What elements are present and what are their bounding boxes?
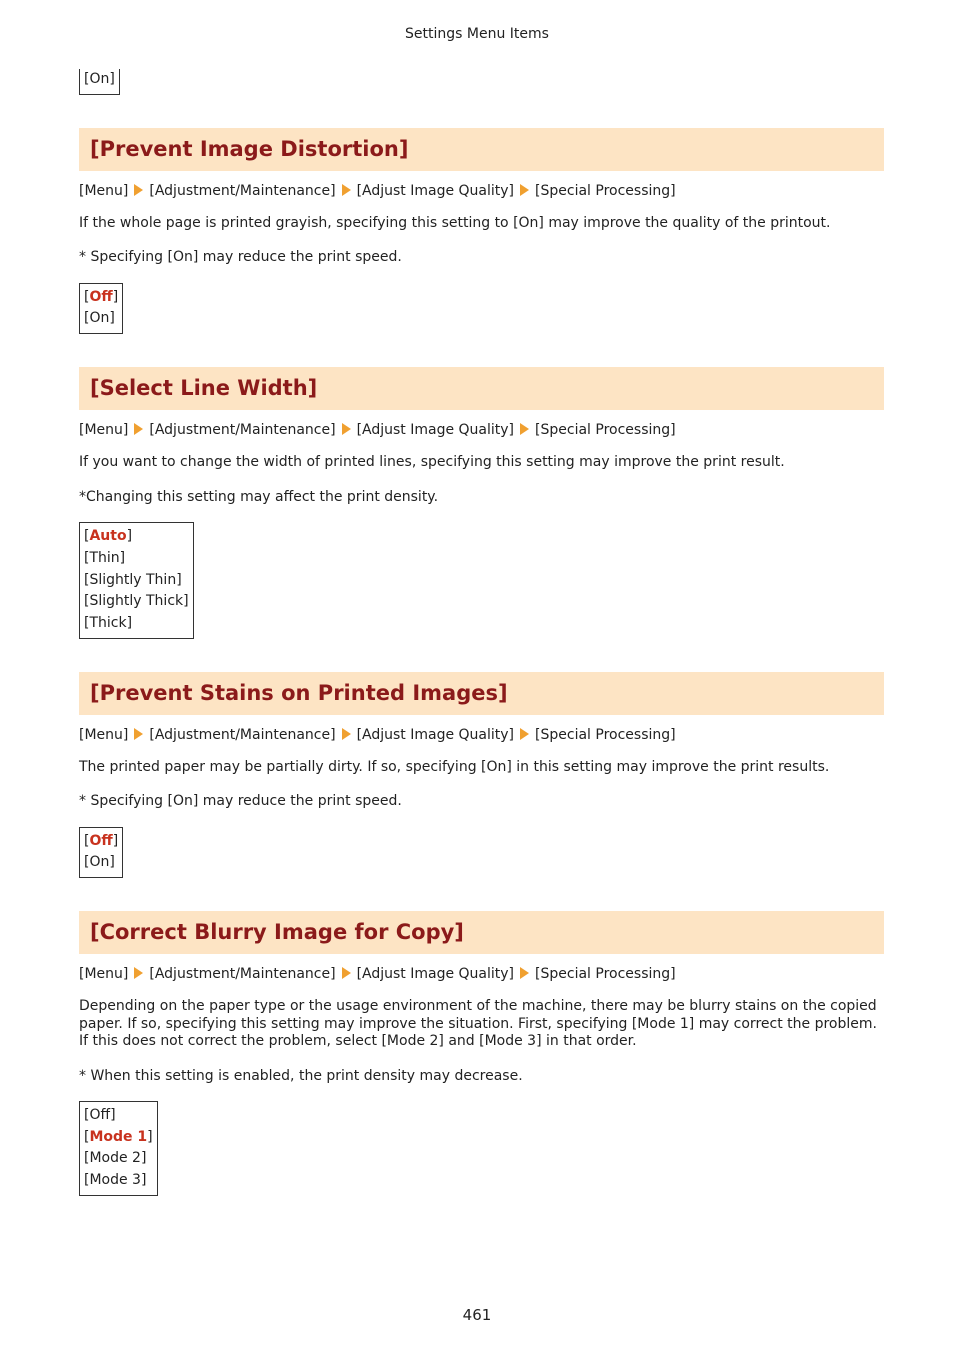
triangle-right-icon	[342, 184, 351, 196]
option-bracket-close: ]	[112, 832, 119, 849]
section-description: Depending on the paper type or the usage environment of the machine, there may be blurry stains on the copied paper. If so, specifying this setting may improve the situation. First, specifying [Mode 1] may correct the problem. If this does not correct the problem, select [Mode 2] and [Mode 3] in that order.	[79, 998, 877, 1050]
option-item-default	[84, 287, 118, 309]
triangle-right-icon	[134, 967, 143, 979]
option-item	[84, 548, 189, 570]
breadcrumb-item: [Adjust Image Quality]	[356, 422, 515, 439]
section-description: If the whole page is printed grayish, specifying this setting to [On] may improve the quality of the printout.	[79, 214, 831, 231]
section-0	[79, 128, 884, 334]
breadcrumb-item: [Adjustment/Maintenance]	[149, 966, 336, 983]
option-item: [On]	[84, 71, 115, 87]
option-bracket-open: [	[84, 832, 90, 849]
breadcrumb-item: [Adjustment/Maintenance]	[149, 182, 336, 199]
triangle-right-icon	[520, 728, 529, 740]
section-note: * Specifying [On] may reduce the print speed.	[79, 249, 402, 266]
section-title: [Correct Blurry Image for Copy]	[79, 911, 884, 954]
options-box	[79, 827, 123, 878]
page-content	[79, 68, 884, 1196]
option-bracket-close: ]	[112, 288, 119, 305]
option-item	[84, 613, 189, 635]
sections-container	[79, 128, 884, 1196]
section-title: [Select Line Width]	[79, 367, 884, 410]
breadcrumb-item: [Special Processing]	[535, 182, 676, 199]
triangle-right-icon	[342, 423, 351, 435]
option-label: [On]	[84, 854, 115, 871]
option-label: [Slightly Thin]	[84, 571, 182, 588]
options-box	[79, 283, 123, 334]
breadcrumb-item: [Adjustment/Maintenance]	[149, 726, 336, 743]
option-label: [Off]	[84, 1107, 116, 1124]
option-item	[84, 570, 189, 592]
option-label: [Mode 3]	[84, 1172, 147, 1189]
option-label: Off	[89, 832, 113, 849]
breadcrumb	[79, 180, 884, 202]
section-note: *Changing this setting may affect the print density.	[79, 488, 439, 505]
breadcrumb-item: [Special Processing]	[535, 422, 676, 439]
breadcrumb-item: [Adjust Image Quality]	[356, 182, 515, 199]
triangle-right-icon	[342, 967, 351, 979]
triangle-right-icon	[134, 423, 143, 435]
options-box-continued	[79, 69, 120, 95]
breadcrumb	[79, 724, 884, 746]
option-label: [Mode 2]	[84, 1150, 147, 1167]
option-label: Mode 1	[89, 1128, 148, 1145]
option-item	[84, 591, 189, 613]
option-label: Auto	[89, 528, 127, 545]
section-3	[79, 911, 884, 1196]
section-title: [Prevent Stains on Printed Images]	[79, 672, 884, 715]
option-bracket-open: [	[84, 288, 90, 305]
option-item-default	[84, 1127, 153, 1149]
page-header: Settings Menu Items	[405, 26, 549, 42]
breadcrumb	[79, 419, 884, 441]
breadcrumb-item: [Menu]	[79, 422, 129, 439]
breadcrumb-item: [Menu]	[79, 966, 129, 983]
section-note: * When this setting is enabled, the print density may decrease.	[79, 1067, 523, 1084]
section-description: The printed paper may be partially dirty. If so, specifying [On] in this setting may improve the print results.	[79, 758, 830, 775]
breadcrumb-item: [Menu]	[79, 182, 129, 199]
section-description: If you want to change the width of printed lines, specifying this setting may improve the print result.	[79, 454, 785, 471]
triangle-right-icon	[520, 184, 529, 196]
option-item	[84, 1105, 153, 1127]
breadcrumb-item: [Menu]	[79, 726, 129, 743]
option-item-default	[84, 526, 189, 548]
option-label: [Slightly Thick]	[84, 593, 189, 610]
triangle-right-icon	[520, 423, 529, 435]
section-note: * Specifying [On] may reduce the print speed.	[79, 793, 402, 810]
breadcrumb-item: [Adjustment/Maintenance]	[149, 422, 336, 439]
breadcrumb	[79, 963, 884, 985]
section-2	[79, 672, 884, 878]
breadcrumb-item: [Special Processing]	[535, 966, 676, 983]
option-item	[84, 852, 118, 874]
option-bracket-close: ]	[126, 528, 133, 545]
option-bracket-open: [	[84, 528, 90, 545]
option-item	[84, 308, 118, 330]
options-box	[79, 1101, 158, 1196]
options-wrapper	[79, 283, 884, 334]
triangle-right-icon	[134, 184, 143, 196]
triangle-right-icon	[342, 728, 351, 740]
triangle-right-icon	[520, 967, 529, 979]
breadcrumb-item: [Special Processing]	[535, 726, 676, 743]
option-label: Off	[89, 288, 113, 305]
triangle-right-icon	[134, 728, 143, 740]
page-number: 461	[462, 1306, 492, 1324]
options-wrapper	[79, 1101, 884, 1196]
option-bracket-open: [	[84, 1128, 90, 1145]
option-label: [On]	[84, 310, 115, 327]
option-item	[84, 1170, 153, 1192]
section-1	[79, 367, 884, 639]
options-wrapper	[79, 522, 884, 639]
option-item-default	[84, 831, 118, 853]
options-box	[79, 522, 194, 639]
section-title: [Prevent Image Distortion]	[79, 128, 884, 171]
breadcrumb-item: [Adjust Image Quality]	[356, 726, 515, 743]
breadcrumb-item: [Adjust Image Quality]	[356, 966, 515, 983]
option-bracket-close: ]	[147, 1128, 153, 1145]
option-label: [Thick]	[84, 614, 133, 631]
option-label: [Thin]	[84, 549, 126, 566]
option-item	[84, 1148, 153, 1170]
options-wrapper	[79, 827, 884, 878]
